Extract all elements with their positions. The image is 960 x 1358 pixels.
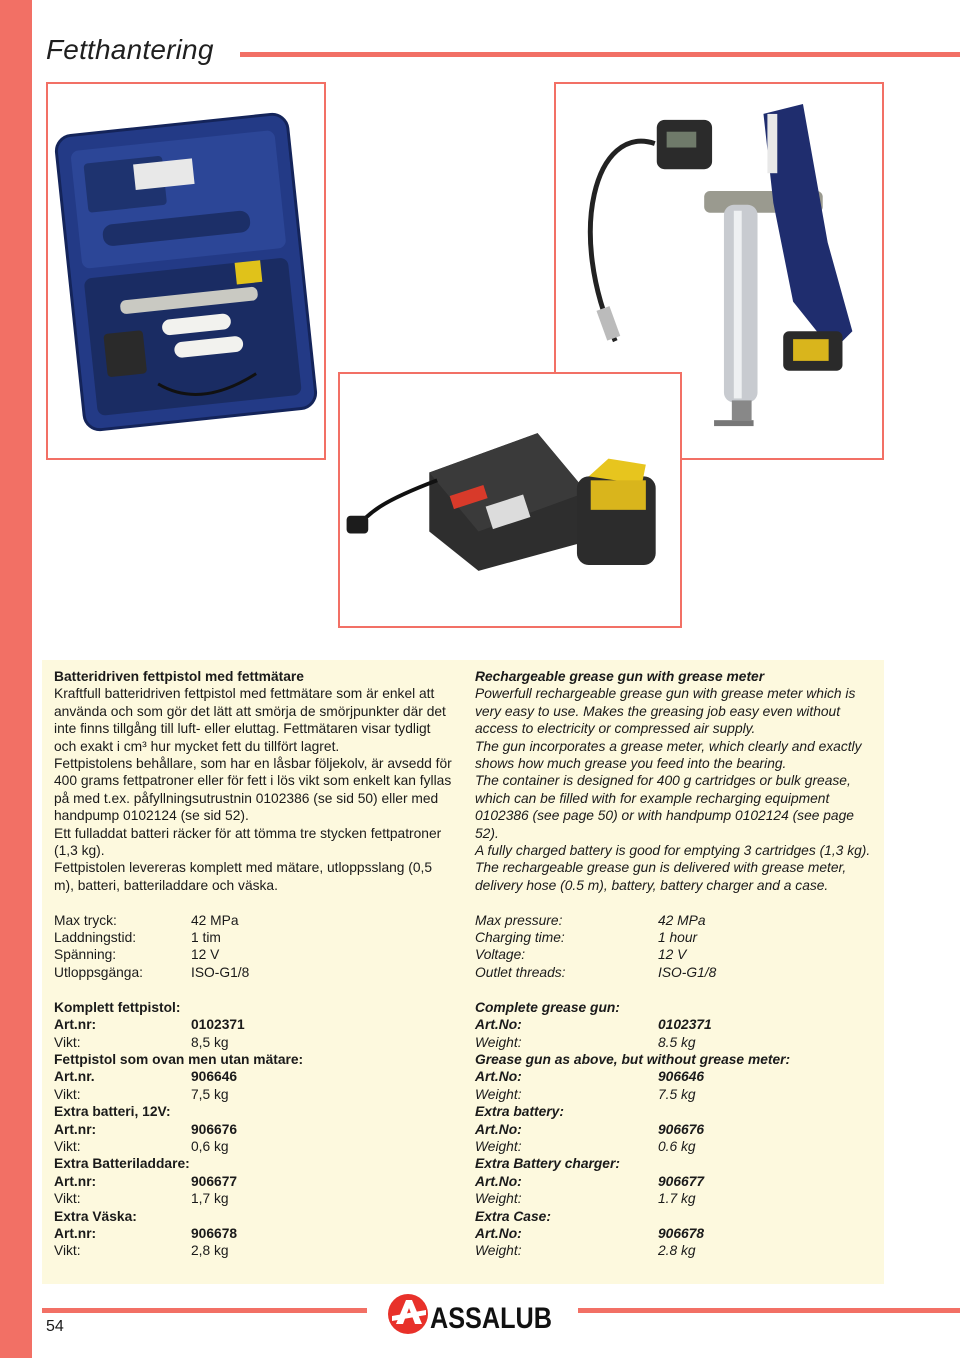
spec-value: ISO-G1/8	[191, 964, 250, 980]
spec-row	[54, 964, 454, 981]
weight-value: 7,5 kg	[191, 1086, 229, 1102]
spec-key: Outlet threads:	[475, 964, 566, 980]
article-title: Extra Batteriladdare:	[54, 1156, 190, 1172]
weight-row	[475, 1138, 875, 1155]
carry-case-photo	[46, 82, 326, 460]
article-number: 0102371	[658, 1017, 712, 1033]
article-number-label: Art.nr.	[54, 1069, 95, 1085]
sv-body: Kraftfull batteridriven fettpistol med fettmätare som är enkel att använda och som gör det lätt att smörja de smörjpunkter där det inte finns tillgång till luft- eller eluttag. Fettmätaren visar tydligt och exakt i cm³ hur mycket fett du tillfört lagret. Fettpistolens behållare, som har en låsbar följekolv, är avsedd för 400 grams fettpatroner eller för fett i lös vikt som enkelt kan fyllas på med t.ex. påfyllningsutrustnin 0102386 (se sid 50) eller med handpump 0102124 (se sid 52). Ett fulladdat batteri räcker för att tömma tre stycken fettpatroner (1,3 kg). Fettpistolen levereras komplett med mätare, utloppsslang (0,5 m), batteri, batteriladdare och väska.	[54, 686, 452, 893]
carry-case-image	[48, 84, 324, 458]
article-number-label: Art.nr:	[54, 1121, 97, 1137]
article-title: Complete grease gun:	[475, 999, 620, 1015]
spec-value: 1 hour	[658, 930, 698, 946]
charger-photo	[338, 372, 682, 628]
weight-label: Weight:	[475, 1191, 522, 1207]
weight-value: 8,5 kg	[191, 1034, 229, 1050]
article-number-label: Art.No:	[475, 1121, 522, 1137]
article-number-row	[54, 1121, 454, 1138]
spec-key: Max tryck:	[54, 912, 117, 928]
spec-value: 42 MPa	[658, 912, 706, 928]
assalub-logo	[386, 1288, 556, 1338]
weight-value: 0,6 kg	[191, 1138, 229, 1154]
footer-rule-left	[42, 1308, 367, 1313]
footer-rule-right	[578, 1308, 960, 1313]
sv-articles	[54, 999, 454, 1260]
article-number-row	[475, 1173, 875, 1190]
article-number-label: Art.No:	[475, 1173, 522, 1189]
article-title: Grease gun as above, but without grease meter:	[475, 1051, 791, 1067]
spec-value: 12 V	[191, 947, 220, 963]
article-number-label: Art.nr:	[54, 1225, 97, 1241]
spec-row	[475, 912, 875, 929]
spec-row	[475, 929, 875, 946]
weight-value: 7.5 kg	[658, 1086, 696, 1102]
article-number-label: Art.No:	[475, 1069, 522, 1085]
weight-value: 8.5 kg	[658, 1034, 696, 1050]
weight-row	[54, 1242, 454, 1259]
text-panel	[42, 660, 884, 1284]
spec-key: Charging time:	[475, 930, 565, 946]
weight-value: 0.6 kg	[658, 1138, 696, 1154]
weight-row	[54, 1086, 454, 1103]
article-number: 906676	[191, 1121, 238, 1137]
article-title: Extra Väska:	[54, 1208, 137, 1224]
spec-row	[475, 964, 875, 981]
weight-label: Vikt:	[54, 1086, 81, 1102]
spec-value: 42 MPa	[191, 912, 239, 928]
weight-value: 1,7 kg	[191, 1191, 229, 1207]
charger-image	[340, 374, 680, 626]
logo-mark-icon	[386, 1288, 556, 1338]
article-number: 906646	[191, 1069, 238, 1085]
title-rule	[240, 52, 960, 57]
article-number-label: Art.No:	[475, 1017, 522, 1033]
spec-value: 12 V	[658, 947, 687, 963]
spec-key: Spänning:	[54, 947, 117, 963]
article-number-row	[475, 1016, 875, 1033]
article-title: Extra Battery charger:	[475, 1156, 620, 1172]
spec-key: Max pressure:	[475, 912, 563, 928]
swedish-column	[54, 668, 454, 1260]
article-number-row	[54, 1173, 454, 1190]
en-specs	[475, 912, 875, 982]
sv-heading: Batteridriven fettpistol med fettmätare	[54, 669, 304, 684]
spec-row	[475, 946, 875, 963]
article-number: 906678	[658, 1225, 705, 1241]
article-number: 906677	[191, 1173, 238, 1189]
english-column	[475, 668, 875, 1260]
en-heading: Rechargeable grease gun with grease meter	[475, 669, 765, 684]
weight-label: Weight:	[475, 1034, 522, 1050]
en-body: Powerfull rechargeable grease gun with grease meter which is very easy to use. Makes the greasing job easy even without access to electricity or compressed air supply. The gun incorporates a grease meter, which clearly and exactly shows how much grease you feed into the bearing. The container is designed for 400 g cartridges or bulk grease, which can be filled with for example recharging equipment 0102386 (see page 50) or with handpump 0102124 (see page 52). A fully charged battery is good for emptying 3 cartridges (1,3 kg). The rechargeable grease gun is delivered with grease meter, delivery hose (0.5 m), battery, battery charger and a case.	[475, 686, 871, 893]
weight-row	[54, 1190, 454, 1207]
article-title: Extra batteri, 12V:	[54, 1104, 171, 1120]
article-title: Fettpistol som ovan men utan mätare:	[54, 1051, 304, 1067]
weight-row	[475, 1034, 875, 1051]
spec-key: Laddningstid:	[54, 930, 137, 946]
article-number-row	[475, 1068, 875, 1085]
spec-key: Voltage:	[475, 947, 526, 963]
article-title: Extra Case:	[475, 1208, 551, 1224]
article-number-row	[54, 1068, 454, 1085]
article-number-row	[54, 1225, 454, 1242]
weight-value: 2.8 kg	[658, 1243, 696, 1259]
logo-text: ASSALUB	[430, 1302, 552, 1335]
article-title: Extra battery:	[475, 1104, 564, 1120]
spec-key: Utloppsgänga:	[54, 964, 143, 980]
article-number: 906646	[658, 1069, 705, 1085]
article-number-label: Art.nr:	[54, 1173, 97, 1189]
weight-label: Weight:	[475, 1086, 522, 1102]
article-number: 906676	[658, 1121, 705, 1137]
en-articles	[475, 999, 875, 1260]
weight-value: 2,8 kg	[191, 1243, 229, 1259]
article-number: 906678	[191, 1225, 238, 1241]
spec-value: ISO-G1/8	[658, 964, 717, 980]
article-number-label: Art.nr:	[54, 1017, 97, 1033]
weight-value: 1.7 kg	[658, 1191, 696, 1207]
weight-row	[54, 1138, 454, 1155]
article-number-row	[54, 1016, 454, 1033]
weight-label: Weight:	[475, 1138, 522, 1154]
page-title: Fetthantering	[46, 34, 214, 65]
spec-row	[54, 929, 454, 946]
article-number: 0102371	[191, 1017, 245, 1033]
weight-label: Vikt:	[54, 1138, 81, 1154]
article-number-row	[475, 1121, 875, 1138]
weight-row	[54, 1034, 454, 1051]
article-number-row	[475, 1225, 875, 1242]
weight-label: Vikt:	[54, 1034, 81, 1050]
weight-label: Weight:	[475, 1243, 522, 1259]
weight-label: Vikt:	[54, 1191, 81, 1207]
article-title: Komplett fettpistol:	[54, 999, 181, 1015]
spec-value: 1 tim	[191, 930, 221, 946]
weight-label: Vikt:	[54, 1243, 81, 1259]
weight-row	[475, 1242, 875, 1259]
spec-row	[54, 946, 454, 963]
spec-row	[54, 912, 454, 929]
article-number: 906677	[658, 1173, 705, 1189]
article-number-label: Art.No:	[475, 1225, 522, 1241]
weight-row	[475, 1086, 875, 1103]
weight-row	[475, 1190, 875, 1207]
side-accent-bar	[0, 0, 32, 1358]
page-number: 54	[46, 1318, 64, 1335]
sv-specs	[54, 912, 454, 982]
